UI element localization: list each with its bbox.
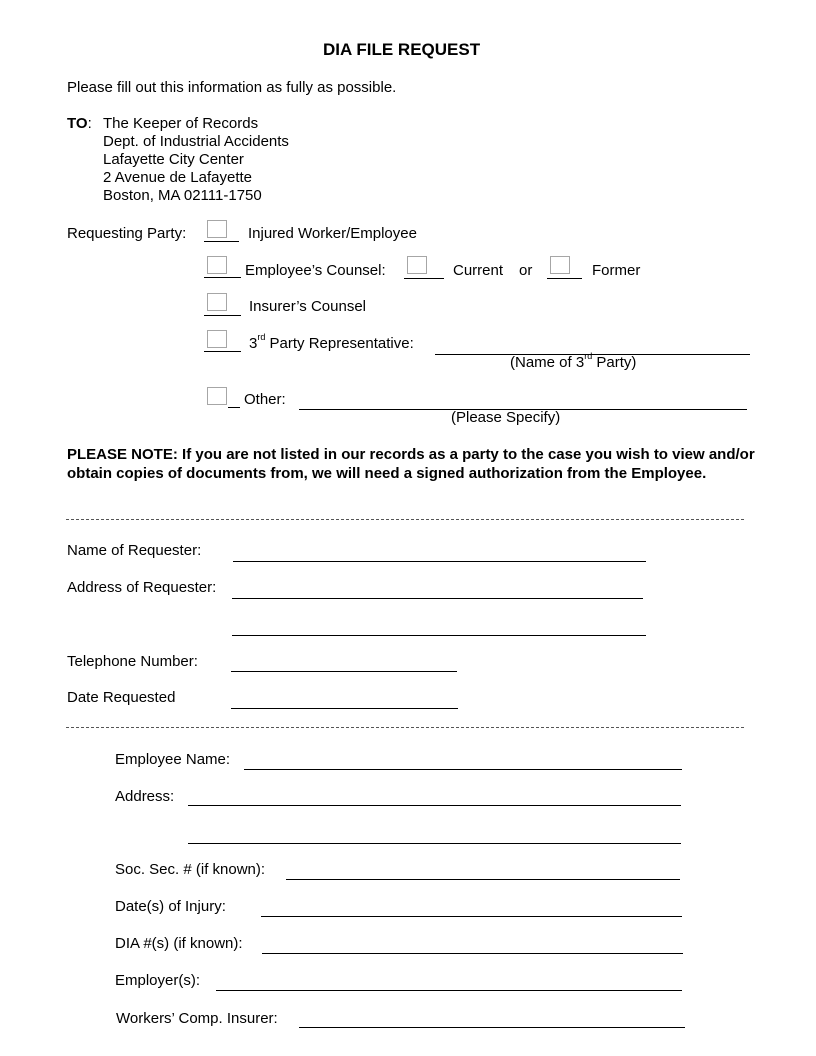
to-line: The Keeper of Records — [103, 115, 259, 132]
former-checkbox[interactable] — [550, 256, 570, 274]
divider — [66, 727, 744, 728]
to-line: Dept. of Industrial Accidents — [103, 133, 289, 150]
third-party-caption — [510, 351, 637, 371]
employee-address-field-2[interactable] — [188, 841, 681, 844]
to-line: Lafayette City Center — [103, 151, 244, 168]
third-party-rest: Party Representative: — [265, 335, 414, 352]
employee-address-label: Address: — [115, 788, 175, 805]
injury-dates-field[interactable] — [261, 914, 682, 917]
requester-name-label: Name of Requester: — [67, 542, 202, 559]
insurers-counsel-label: Insurer’s Counsel — [249, 298, 367, 315]
current-checkbox[interactable] — [407, 256, 427, 274]
other-caption: (Please Specify) — [451, 409, 561, 426]
insurer-label: Workers’ Comp. Insurer: — [116, 1010, 278, 1027]
to-address — [103, 115, 289, 205]
to-label — [67, 115, 92, 132]
dia-numbers-label: DIA #(s) (if known): — [115, 935, 243, 952]
third-party-num: 3 — [249, 335, 258, 352]
note-text: If you are not listed in our records as a party to the case you wish to view and/or obtain copies of documents from, we will need a signed authorization from the Employee. — [67, 446, 755, 482]
other-checkbox[interactable] — [207, 387, 227, 405]
ssn-field[interactable] — [286, 877, 680, 880]
checkbox-underline — [228, 407, 240, 408]
requester-address-label: Address of Requester: — [67, 579, 217, 596]
or-label: or — [519, 262, 533, 279]
title-rest: REQUEST — [393, 40, 481, 59]
caption-post: Party) — [592, 354, 637, 371]
checkbox-underline — [404, 278, 444, 279]
divider — [66, 519, 744, 520]
employees-counsel-label: Employee’s Counsel: — [245, 262, 386, 279]
requester-address-field-1[interactable] — [232, 596, 643, 599]
date-requested-label: Date Requested — [67, 689, 176, 706]
checkbox-underline — [204, 351, 241, 352]
telephone-label: Telephone Number: — [67, 653, 198, 670]
to-line: Boston, MA 02111-1750 — [103, 187, 262, 204]
third-party-checkbox[interactable] — [207, 330, 227, 348]
telephone-field[interactable] — [231, 669, 457, 672]
title-bold: DIA FILE — [323, 40, 394, 59]
intro-text: Please fill out this information as fully as possible. — [67, 79, 397, 96]
requester-address-field-2[interactable] — [232, 633, 646, 636]
injury-dates-label: Date(s) of Injury: — [115, 898, 226, 915]
employee-address-field-1[interactable] — [188, 803, 681, 806]
to-line: 2 Avenue de Lafayette — [103, 169, 253, 186]
please-note — [67, 446, 757, 483]
injured-worker-checkbox[interactable] — [207, 220, 227, 238]
caption-sup: rd — [584, 351, 593, 361]
other-label: Other: — [244, 391, 286, 408]
caption-pre: (Name of 3 — [510, 354, 585, 371]
to-colon: : — [87, 115, 92, 132]
injured-worker-label: Injured Worker/Employee — [248, 225, 417, 242]
former-label: Former — [592, 262, 641, 279]
checkbox-underline — [547, 278, 582, 279]
checkbox-underline — [204, 315, 241, 316]
requester-name-field[interactable] — [233, 559, 646, 562]
current-label: Current — [453, 262, 504, 279]
employee-name-label: Employee Name: — [115, 751, 231, 768]
employee-name-field[interactable] — [244, 767, 682, 770]
employers-field[interactable] — [216, 988, 682, 991]
third-party-sup: rd — [257, 332, 266, 342]
requesting-party-label: Requesting Party: — [67, 225, 187, 242]
employers-label: Employer(s): — [115, 972, 201, 989]
checkbox-underline — [204, 241, 239, 242]
dia-numbers-field[interactable] — [262, 951, 683, 954]
page-title — [323, 40, 480, 60]
employees-counsel-checkbox[interactable] — [207, 256, 227, 274]
insurers-counsel-checkbox[interactable] — [207, 293, 227, 311]
third-party-label — [249, 332, 414, 352]
checkbox-underline — [204, 277, 241, 278]
insurer-field[interactable] — [299, 1025, 685, 1028]
ssn-label: Soc. Sec. # (if known): — [115, 861, 266, 878]
note-lead: PLEASE NOTE: — [67, 446, 178, 463]
date-requested-field[interactable] — [231, 706, 458, 709]
to-label-text: TO — [67, 115, 88, 132]
